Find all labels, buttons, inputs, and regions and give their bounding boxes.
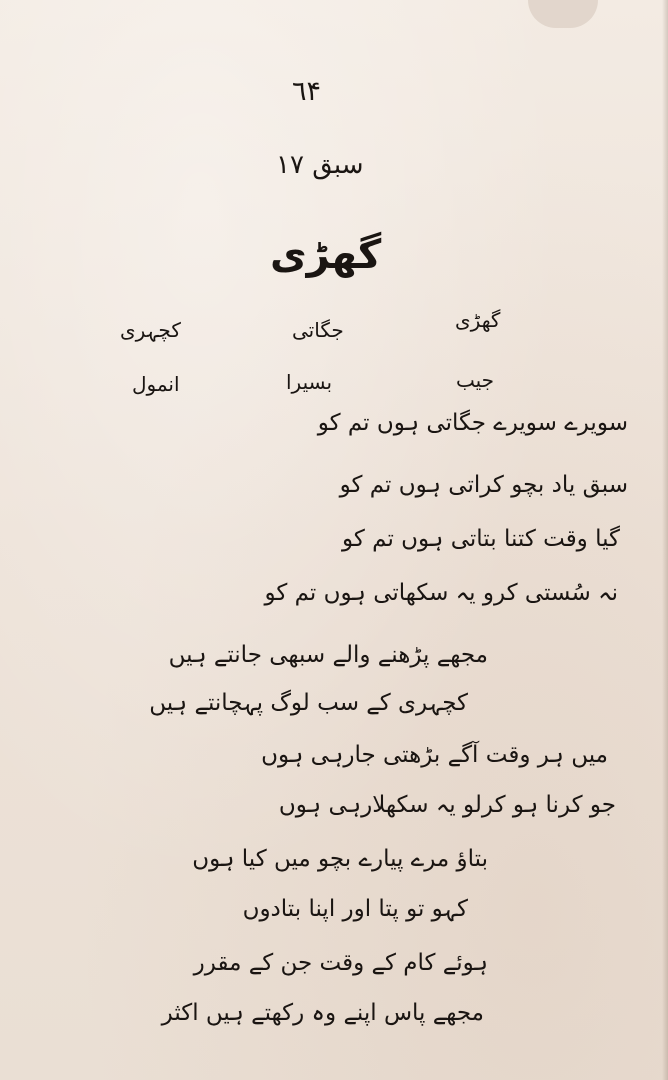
- vocab-word: بسیرا: [286, 370, 333, 394]
- vocab-word: جیب: [456, 368, 495, 392]
- poem-line: کچہری کے سب لوگ پہچانتے ہیں: [149, 690, 468, 716]
- poem-line: گیا وقت کتنا بتاتی ہوں تم کو: [342, 526, 620, 552]
- lesson-title: گھڑی: [270, 232, 382, 278]
- poem-line: بتاؤ مرے پیارے بچو میں کیا ہوں: [192, 846, 488, 872]
- poem-line: سویرے سویرے جگاتی ہوں تم کو: [317, 410, 628, 436]
- vocab-word: گھڑی: [455, 308, 501, 332]
- paper-stain: [528, 0, 598, 28]
- vocab-word: کچہری: [120, 318, 181, 342]
- page-edge-shadow: [662, 0, 668, 1080]
- poem-line: کہو تو پتا اور اپنا بتادوں: [242, 896, 468, 922]
- vocab-word: جگاتی: [292, 318, 344, 342]
- poem-line: مجھے پڑھنے والے سبھی جانتے ہیں: [168, 642, 488, 668]
- lesson-heading: سبق ١٧: [276, 150, 364, 180]
- poem-line: سبق یاد بچو کراتی ہوں تم کو: [339, 472, 628, 498]
- page-number: ٦۴: [292, 76, 322, 107]
- poem-line: جو کرنا ہو کرلو یہ سکھلارہی ہوں: [278, 792, 616, 818]
- poem-line: میں ہر وقت آگے بڑھتی جارہی ہوں: [261, 742, 608, 768]
- poem-line: نہ سُستی کرو یہ سکھاتی ہوں تم کو: [264, 580, 618, 606]
- vocab-word: انمول: [132, 372, 180, 396]
- poem-line: مجھے پاس اپنے وہ رکھتے ہیں اکثر: [161, 1000, 484, 1026]
- poem-line: ہوئے کام کے وقت جن کے مقرر: [193, 950, 488, 976]
